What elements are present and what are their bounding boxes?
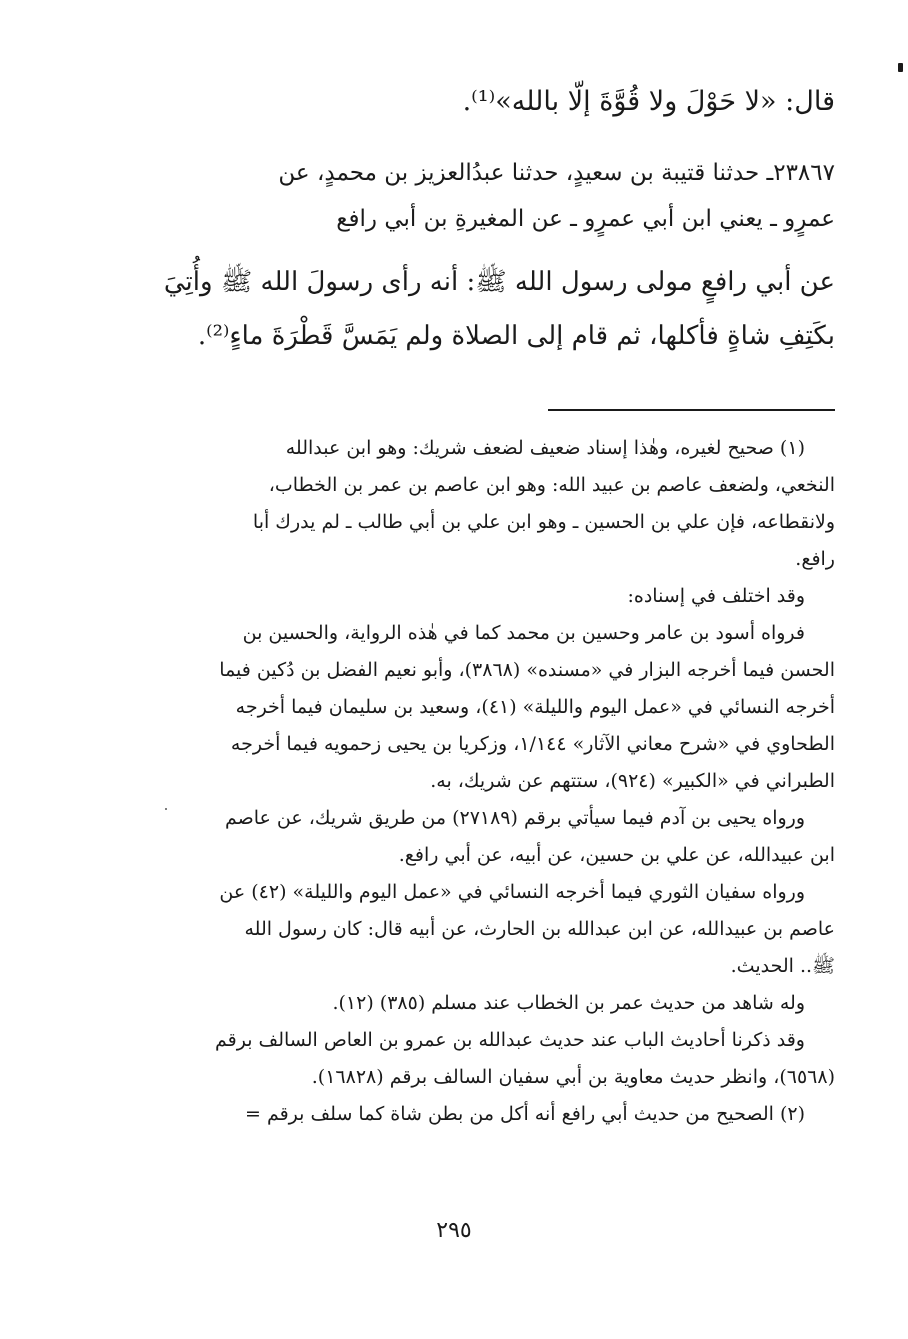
text-line: عمرٍو ـ يعني ابن أبي عمرٍو ـ عن المغيرةِ بن أبي رافع: [336, 206, 835, 232]
footnote-line: الحسن فيما أخرجه البزار في «مسنده» (٣٨٦٨)، وأبو نعيم الفضل بن دُكين فيما: [219, 659, 835, 681]
footnote-line: النخعي، ولضعف عاصم بن عبيد الله: وهو ابن عاصم بن عمر بن الخطاب،: [268, 474, 835, 496]
footnote-line: ورواه سفيان الثوري فيما أخرجه النسائي في «عمل اليوم والليلة» (٤٢) عن: [219, 881, 805, 903]
footnotes: [135, 430, 835, 1133]
hadith-ending-paragraph: [135, 80, 835, 124]
footnote-line: وقد ذكرنا أحاديث الباب عند حديث عبدالله بن عمرو بن العاص السالف برقم: [214, 1029, 805, 1051]
footnote-line: وقد اختلف في إسناده:: [627, 585, 805, 607]
footnote-line: الطحاوي في «شرح معاني الآثار» ١/١٤٤، وزكريا بن يحيى زحمويه فيما أخرجه: [230, 733, 835, 755]
footnote-line: ابن عبيدالله، عن علي بن حسين، عن أبيه، عن أبي رافع.: [398, 844, 835, 866]
footnote-line: أخرجه النسائي في «عمل اليوم والليلة» (٤١)، وسعيد بن سليمان فيما أخرجه: [235, 696, 835, 718]
footnote-line: ولانقطاعه، فإن علي بن الحسين ـ وهو ابن علي بن أبي طالب ـ لم يدرك أبا: [252, 511, 835, 533]
text-line: ٢٣٨٦٧ـ حدثنا قتيبة بن سعيدٍ، حدثنا عبدُالعزيز بن محمدٍ، عن: [278, 160, 835, 186]
text-line: بكَتِفِ شاةٍ فأكلها، ثم قام إلى الصلاة ولم يَمَسَّ قَطْرَةَ ماءٍ⁽²⁾.: [197, 321, 835, 351]
hadith-matn-paragraph: [135, 255, 835, 363]
footnote-line: ﷺ.. الحديث.: [730, 955, 835, 977]
footnote-line: (٢) الصحيح من حديث أبي رافع أنه أكل من بطن شاة كما سلف برقم =: [245, 1103, 805, 1125]
page-number: ٢٩٥: [436, 1218, 472, 1243]
footnote-line: رافع.: [795, 548, 835, 570]
text-line: قال: «لا حَوْلَ ولا قُوَّةَ إلَّا بالله»⁽¹⁾.: [462, 86, 835, 117]
footnote-line: الطبراني في «الكبير» (٩٢٤)، ستتهم عن شريك، به.: [430, 770, 835, 792]
footnote-line: (١) صحيح لغيره، وهٰذا إسناد ضعيف لضعف شريك: وهو ابن عبدالله: [285, 437, 805, 459]
text-line: عن أبي رافعٍ مولى رسول الله ﷺ: أنه رأى رسولَ الله ﷺ وأُتِيَ: [163, 267, 835, 297]
footnote-line: وله شاهد من حديث عمر بن الخطاب عند مسلم (٣٨٥) (١٢).: [332, 992, 805, 1014]
footnote-line: ورواه يحيى بن آدم فيما سيأتي برقم (٢٧١٨٩) من طريق شريك، عن عاصم: [224, 807, 805, 829]
page-edge-mark: [898, 63, 903, 72]
footnote-line: فرواه أسود بن عامر وحسين بن محمد كما في هٰذه الرواية، والحسين بن: [242, 622, 805, 644]
footnote-separator: [548, 409, 835, 411]
footnote-line: عاصم بن عبيدالله، عن ابن عبدالله بن الحارث، عن أبيه قال: كان رسول الله: [244, 918, 835, 940]
footnote-line: (٦٥٦٨)، وانظر حديث معاوية بن أبي سفيان السالف برقم (١٦٨٢٨).: [311, 1066, 835, 1088]
hadith-isnad-paragraph: [135, 150, 835, 242]
